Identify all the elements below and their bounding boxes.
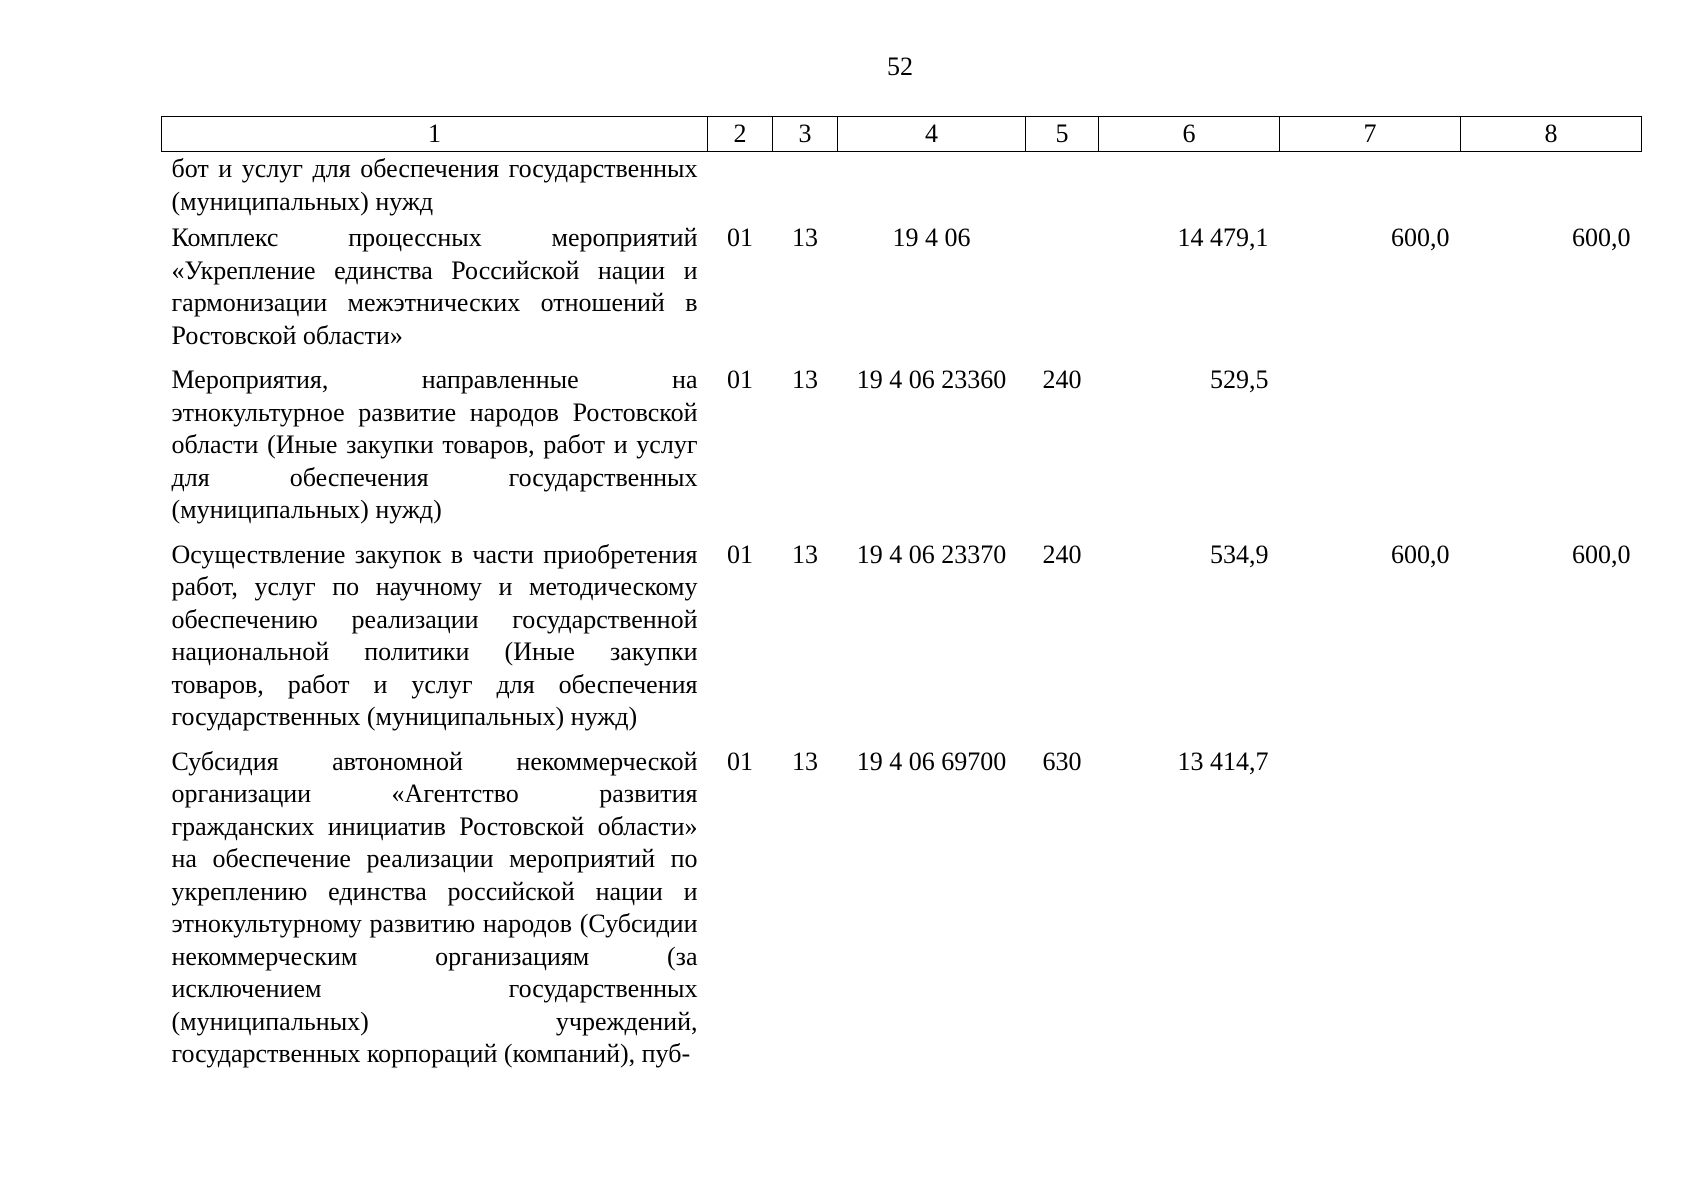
- row-section: [708, 152, 773, 223]
- row-subsection: 13: [792, 539, 818, 569]
- row-target-article: 19 4 06 23360: [856, 365, 1007, 394]
- header-col-1: 1: [162, 117, 708, 152]
- row-expense-type: 240: [1042, 539, 1082, 569]
- table-row: [162, 222, 1642, 356]
- row-amount-col8: [1461, 152, 1642, 223]
- header-col-3: 3: [773, 117, 838, 152]
- row-name: бот и услуг для обеспечения государственных (муниципальных) нужд: [171, 154, 698, 216]
- row-amount-col6: 13 414,7: [1177, 746, 1269, 776]
- budget-table: [161, 116, 1642, 1075]
- row-amount-col6: [1099, 152, 1280, 223]
- row-amount-col6: 534,9: [1210, 539, 1269, 569]
- header-col-5: 5: [1026, 117, 1099, 152]
- row-amount-col8: [1461, 738, 1642, 1075]
- table-row: [162, 738, 1642, 1075]
- table-row: [162, 152, 1642, 223]
- row-amount-col8: [1461, 356, 1642, 531]
- row-amount-col6: 529,5: [1210, 365, 1269, 394]
- table-header: [162, 117, 1642, 152]
- row-subsection: 13: [792, 223, 818, 252]
- row-amount-col7: 600,0: [1391, 223, 1450, 252]
- header-col-2: 2: [708, 117, 773, 152]
- row-expense-type: 630: [1042, 746, 1082, 776]
- row-target-article: 19 4 06: [892, 223, 971, 252]
- table-body: [162, 152, 1642, 1075]
- row-expense-type: [1026, 222, 1099, 356]
- row-name: Мероприятия, направленные на этнокультурное развитие народов Ростовской области (Иные закупки товаров, работ и услуг для обеспечения государственных (муниципальных) нужд): [171, 365, 698, 524]
- row-subsection: 13: [792, 365, 818, 394]
- row-amount-col6: 14 479,1: [1177, 223, 1269, 252]
- table-row: [162, 531, 1642, 738]
- row-amount-col8: 600,0: [1572, 223, 1631, 252]
- row-target-article: 19 4 06 23370: [856, 539, 1007, 569]
- row-target-article: 19 4 06 69700: [856, 746, 1007, 776]
- row-subsection: [773, 152, 838, 223]
- row-name: Комплекс процессных мероприятий «Укрепление единства Российской нации и гармонизации межэтнических отношений в Ростовской области»: [171, 223, 698, 350]
- row-target-article: [838, 152, 1026, 223]
- row-section: 01: [727, 539, 753, 569]
- row-section: 01: [727, 365, 753, 394]
- header-col-6: 6: [1099, 117, 1280, 152]
- header-col-7: 7: [1280, 117, 1461, 152]
- row-expense-type: [1026, 152, 1099, 223]
- row-amount-col7: [1280, 152, 1461, 223]
- row-subsection: 13: [792, 746, 818, 776]
- row-name: Субсидия автономной некоммерческой организации «Агентство развития гражданских инициатив Ростовской области» на обеспечение реализации мероприятий по укреплению единства российской нации и этнокультурному развитию народов (Субсидии некоммерческим организациям (за исключением государственных (муниципальных) учреждений, государственных корпораций (компаний), пуб-: [171, 746, 698, 1068]
- row-amount-col7: [1280, 738, 1461, 1075]
- row-name: Осуществление закупок в части приобретения работ, услуг по научному и методическому обеспечению реализации государственной национальной политики (Иные закупки товаров, работ и услуг для обеспечения государственных (муниципальных) нужд): [171, 539, 698, 731]
- header-row: [162, 117, 1642, 152]
- row-expense-type: 240: [1042, 365, 1082, 394]
- table-row: [162, 356, 1642, 531]
- row-amount-col7: 600,0: [1391, 539, 1450, 569]
- header-col-8: 8: [1461, 117, 1642, 152]
- row-section: 01: [727, 746, 753, 776]
- page-number: 52: [887, 52, 913, 81]
- row-section: 01: [727, 223, 753, 252]
- header-col-4: 4: [838, 117, 1026, 152]
- row-amount-col8: 600,0: [1572, 539, 1631, 569]
- row-amount-col7: [1280, 356, 1461, 531]
